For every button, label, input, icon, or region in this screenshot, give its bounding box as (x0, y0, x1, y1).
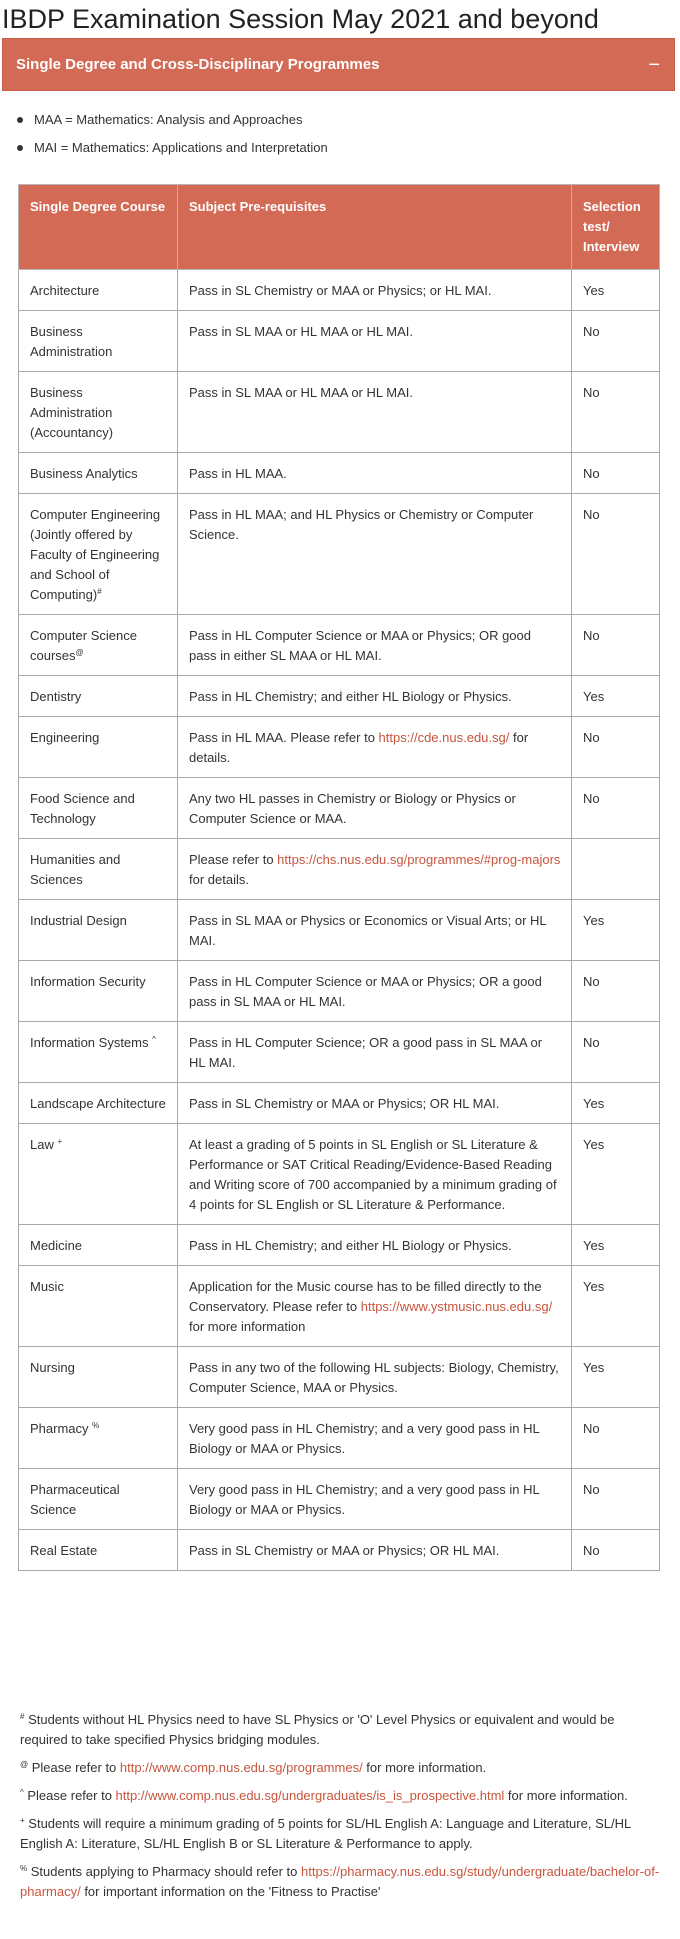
course-name: Music (30, 1279, 64, 1294)
course-cell (19, 372, 178, 453)
prerequisite-cell (178, 372, 572, 453)
selection-cell: Yes (572, 900, 660, 961)
prerequisite-text-after: for details. (189, 872, 249, 887)
footnote-text-after: for important information on the 'Fitness to Practise' (80, 1884, 381, 1899)
prerequisite-text: Please refer to (189, 852, 278, 867)
table-row (19, 961, 660, 1022)
footnote-text: Students without HL Physics need to have SL Physics or 'O' Level Physics or equivalent and would be required to take specified Physics bridging modules. (20, 1712, 615, 1747)
course-name: Industrial Design (30, 913, 127, 928)
course-cell (19, 778, 178, 839)
selection-cell: No (572, 372, 660, 453)
header-prerequisites: Subject Pre-requisites (178, 185, 572, 270)
prerequisite-cell (178, 1469, 572, 1530)
prerequisite-text: At least a grading of 5 points in SL English or SL Literature & Performance or SAT Critical Reading/Evidence-Based Reading and Writing score of 700 accompanied by a minimum grading of 4 points for SL English or SL Literature & Performance. (189, 1137, 557, 1212)
course-cell (19, 717, 178, 778)
prerequisite-cell (178, 615, 572, 676)
prerequisite-text: Pass in any two of the following HL subjects: Biology, Chemistry, Computer Science, MAA or Physics. (189, 1360, 559, 1395)
footnote-text: Students applying to Pharmacy should refer to (27, 1864, 302, 1879)
course-cell (19, 1225, 178, 1266)
prerequisite-link[interactable]: https://www.ystmusic.nus.edu.sg/ (360, 1299, 553, 1314)
table-row (19, 1347, 660, 1408)
selection-cell: Yes (572, 1266, 660, 1347)
prerequisite-text: Very good pass in HL Chemistry; and a very good pass in HL Biology or MAA or Physics. (189, 1482, 540, 1517)
selection-cell: No (572, 494, 660, 615)
prerequisite-text: Pass in SL Chemistry or MAA or Physics; OR HL MAI. (189, 1543, 500, 1558)
prerequisite-text: Application for the Music course has to be filled directly to the Conservatory. Please refer to (189, 1279, 542, 1314)
selection-cell: Yes (572, 1225, 660, 1266)
prerequisite-text: Pass in SL MAA or HL MAA or HL MAI. (189, 324, 413, 339)
table-body (19, 270, 660, 1571)
prerequisite-text: Pass in HL MAA; and HL Physics or Chemistry or Computer Science. (189, 507, 534, 542)
course-name: Nursing (30, 1360, 75, 1375)
table-row (19, 311, 660, 372)
course-cell (19, 1530, 178, 1571)
selection-cell: No (572, 1408, 660, 1469)
table-row (19, 1022, 660, 1083)
course-cell (19, 1469, 178, 1530)
course-cell (19, 1408, 178, 1469)
course-name: Pharmaceutical Science (30, 1482, 120, 1517)
course-cell (19, 1124, 178, 1225)
selection-cell: No (572, 1469, 660, 1530)
footnotes (20, 1710, 665, 1910)
course-cell (19, 839, 178, 900)
prerequisite-text: Pass in HL Chemistry; and either HL Biology or Physics. (189, 689, 512, 704)
prerequisite-text: Pass in HL Computer Science; OR a good pass in SL MAA or HL MAI. (189, 1035, 543, 1070)
table-row (19, 1083, 660, 1124)
prerequisite-cell (178, 1083, 572, 1124)
footnote (20, 1814, 665, 1854)
course-cell (19, 1266, 178, 1347)
bullet-icon (17, 117, 23, 123)
selection-cell: No (572, 615, 660, 676)
course-cell (19, 1083, 178, 1124)
course-cell (19, 615, 178, 676)
prerequisite-text: Pass in SL MAA or HL MAA or HL MAI. (189, 385, 413, 400)
footnote-link[interactable]: http://www.comp.nus.edu.sg/undergraduates/is_is_prospective.html (115, 1788, 505, 1803)
prerequisite-cell (178, 676, 572, 717)
prerequisite-cell (178, 1530, 572, 1571)
selection-cell: No (572, 717, 660, 778)
table-row (19, 270, 660, 311)
table-row (19, 900, 660, 961)
course-name: Food Science and Technology (30, 791, 135, 826)
prerequisite-text: Pass in HL Chemistry; and either HL Biology or Physics. (189, 1238, 512, 1253)
course-name: Computer Science courses (30, 628, 137, 663)
prerequisite-cell (178, 270, 572, 311)
course-name: Business Administration (30, 324, 113, 359)
prerequisite-cell (178, 1408, 572, 1469)
prerequisite-cell (178, 1266, 572, 1347)
prerequisite-cell (178, 1225, 572, 1266)
footnote-marker: % (20, 1864, 28, 1873)
table-row (19, 1408, 660, 1469)
table-row (19, 453, 660, 494)
prerequisite-text: Any two HL passes in Chemistry or Biology or Physics or Computer Science or MAA. (189, 791, 516, 826)
footnote-marker: + (20, 1816, 25, 1825)
footnote-text-after: for more information. (362, 1760, 487, 1775)
prerequisite-cell (178, 839, 572, 900)
prerequisite-cell (178, 778, 572, 839)
footnote-marker: % (92, 1421, 100, 1430)
course-name: Business Analytics (30, 466, 138, 481)
footnote-marker: @ (75, 648, 84, 657)
footnote-link[interactable]: https://pharmacy.nus.edu.sg/study/undergraduate/bachelor-of-pharmacy/ (20, 1864, 660, 1899)
footnote-marker: ^ (20, 1788, 24, 1797)
legend-item (14, 111, 328, 129)
footnote-marker: # (97, 587, 102, 596)
table-row (19, 494, 660, 615)
abbreviation-legend (14, 111, 328, 167)
footnote (20, 1786, 665, 1806)
prerequisite-cell (178, 717, 572, 778)
footnote-marker: # (20, 1712, 25, 1721)
course-cell (19, 494, 178, 615)
course-name: Medicine (30, 1238, 83, 1253)
prerequisite-cell (178, 1022, 572, 1083)
course-cell (19, 676, 178, 717)
footnote-text: Students will require a minimum grading of 5 points for SL/HL English A: Language and Literature, SL/HL English A: Literature, SL/HL English B or SL Literature & Performance to apply. (20, 1816, 631, 1851)
prerequisite-text: Pass in SL MAA or Physics or Economics or Visual Arts; or HL MAI. (189, 913, 547, 948)
course-name: Law (30, 1137, 58, 1152)
prerequisite-cell (178, 1124, 572, 1225)
course-cell (19, 311, 178, 372)
page-title: IBDP Examination Session May 2021 and beyond (2, 4, 599, 34)
prerequisite-text: Pass in HL MAA. (189, 466, 287, 481)
course-cell (19, 453, 178, 494)
table-row (19, 1469, 660, 1530)
course-name: Engineering (30, 730, 100, 745)
course-name: Information Systems (30, 1035, 153, 1050)
table-row (19, 372, 660, 453)
legend-text: MAI = Mathematics: Applications and Interpretation (34, 140, 328, 155)
prerequisite-text: Very good pass in HL Chemistry; and a very good pass in HL Biology or MAA or Physics. (189, 1421, 540, 1456)
prerequisite-link[interactable]: https://cde.nus.edu.sg/ (378, 730, 510, 745)
course-name: Business Administration (Accountancy) (30, 385, 114, 440)
footnote-text: Please refer to (28, 1760, 120, 1775)
selection-cell: Yes (572, 1083, 660, 1124)
prerequisite-cell (178, 453, 572, 494)
footnote-text: Please refer to (23, 1788, 116, 1803)
course-name: Humanities and Sciences (30, 852, 121, 887)
selection-cell: Yes (572, 676, 660, 717)
table-row (19, 615, 660, 676)
course-cell (19, 1347, 178, 1408)
prerequisite-text: Pass in SL Chemistry or MAA or Physics; OR HL MAI. (189, 1096, 500, 1111)
course-name: Landscape Architecture (30, 1096, 166, 1111)
course-cell (19, 270, 178, 311)
course-name: Pharmacy (30, 1421, 93, 1436)
prerequisite-text: Pass in HL MAA. Please refer to (189, 730, 379, 745)
header-course: Single Degree Course (19, 185, 178, 270)
course-cell (19, 900, 178, 961)
selection-cell: No (572, 1530, 660, 1571)
course-cell (19, 1022, 178, 1083)
table-row (19, 676, 660, 717)
course-name: Information Security (30, 974, 146, 989)
footnote-link[interactable]: http://www.comp.nus.edu.sg/programmes/ (119, 1760, 363, 1775)
table-row (19, 1530, 660, 1571)
table-row (19, 1225, 660, 1266)
selection-cell: Yes (572, 270, 660, 311)
footnote-marker: + (57, 1137, 63, 1146)
prerequisite-cell (178, 1347, 572, 1408)
course-name: Architecture (30, 283, 100, 298)
course-name: Computer Engineering (Jointly offered by Faculty of Engineering and School of Computing) (30, 507, 161, 602)
prerequisite-text-after: for more information (189, 1319, 306, 1334)
legend-text: MAA = Mathematics: Analysis and Approaches (34, 112, 303, 127)
footnote-marker: ^ (152, 1035, 156, 1044)
prerequisite-cell (178, 900, 572, 961)
prerequisite-text-after: for details. (189, 730, 529, 765)
course-cell (19, 961, 178, 1022)
prerequisite-cell (178, 961, 572, 1022)
footnote (20, 1710, 665, 1750)
table-row (19, 778, 660, 839)
table-row (19, 717, 660, 778)
prerequisite-text: Pass in HL Computer Science or MAA or Physics; OR a good pass in SL MAA or HL MAI. (189, 974, 542, 1009)
selection-cell (572, 839, 660, 900)
selection-cell: Yes (572, 1124, 660, 1225)
prerequisite-cell (178, 494, 572, 615)
footnote (20, 1758, 665, 1778)
selection-cell: No (572, 311, 660, 372)
table-row (19, 1266, 660, 1347)
prerequisite-text: Pass in SL Chemistry or MAA or Physics; or HL MAI. (189, 283, 492, 298)
programme-requirements-table (18, 184, 660, 1571)
footnote-text-after: for more information. (504, 1788, 628, 1803)
legend-item (14, 139, 328, 157)
selection-cell: No (572, 453, 660, 494)
selection-cell: No (572, 1022, 660, 1083)
selection-cell: No (572, 961, 660, 1022)
selection-cell: Yes (572, 1347, 660, 1408)
accordion-title: Single Degree and Cross-Disciplinary Programmes (16, 56, 380, 73)
collapse-icon[interactable]: − (648, 53, 660, 76)
footnote (20, 1862, 665, 1902)
prerequisite-link[interactable]: https://chs.nus.edu.sg/programmes/#prog-majors (277, 852, 561, 867)
prerequisite-text: Pass in HL Computer Science or MAA or Physics; OR good pass in either SL MAA or HL MAI. (189, 628, 531, 663)
bullet-icon (17, 145, 23, 151)
course-name: Dentistry (30, 689, 82, 704)
accordion-header-single-degree[interactable] (2, 38, 675, 91)
table-header-row (19, 185, 660, 270)
table-row (19, 1124, 660, 1225)
prerequisite-cell (178, 311, 572, 372)
footnote-marker: @ (20, 1760, 29, 1769)
course-name: Real Estate (30, 1543, 98, 1558)
selection-cell: No (572, 778, 660, 839)
table-row (19, 839, 660, 900)
header-selection: Selection test/ Interview (572, 185, 660, 270)
